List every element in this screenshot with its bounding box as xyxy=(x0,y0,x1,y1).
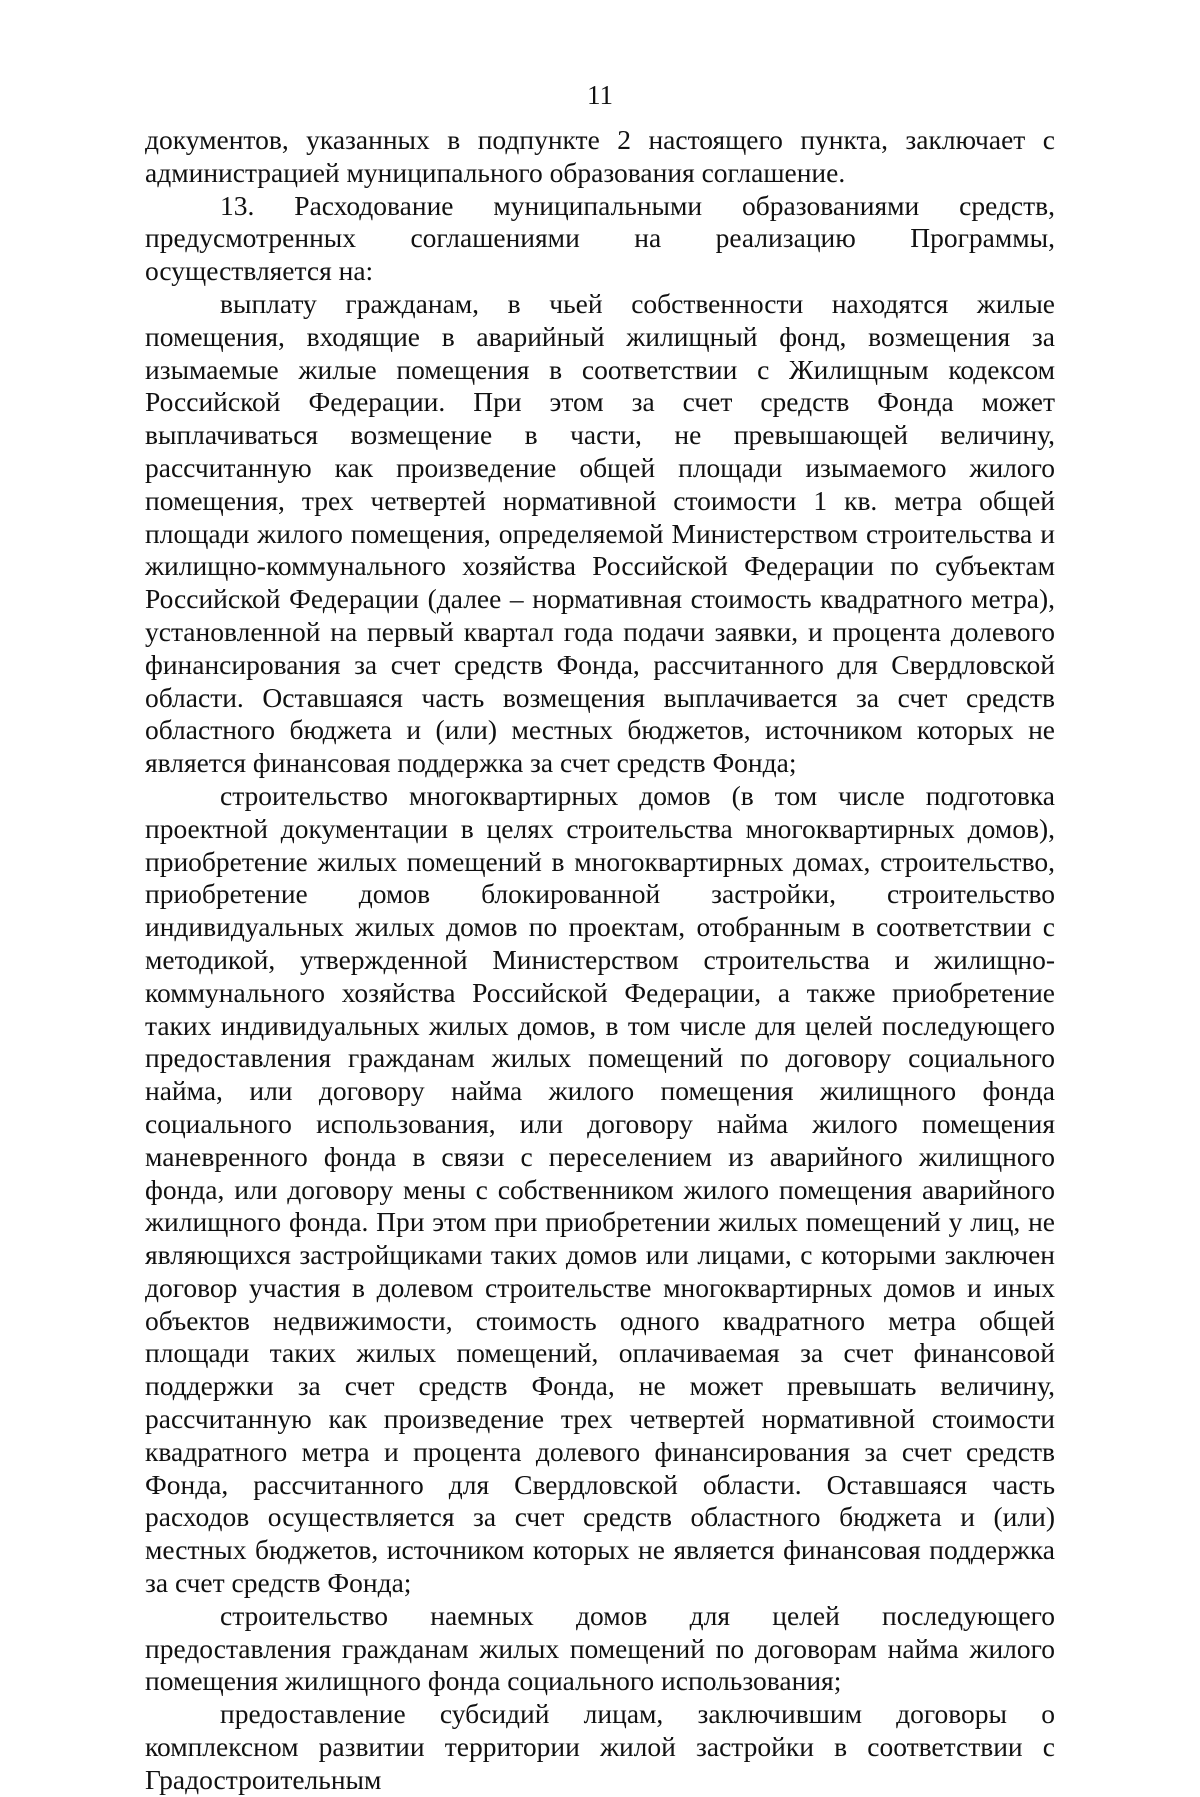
paragraph-construction-of-rental-houses: строительство наемных домов для целей последующего предоставления гражданам жилых помещений по договорам найма жилого помещения жилищного фонда социального использования; xyxy=(145,1599,1055,1697)
paragraph-subsidies: предоставление субсидий лицам, заключившим договоры о комплексном развитии территории жилой застройки в соответствии с Градостроительным xyxy=(145,1698,1055,1795)
paragraph-continuation: документов, указанных в подпункте 2 настоящего пункта, заключает с администрацией муниципального образования соглашение. xyxy=(145,124,1055,188)
paragraph-payment-to-citizens: выплату гражданам, в чьей собственности находятся жилые помещения, входящие в аварийный жилищный фонд, возмещения за изымаемые жилые помещения в соответствии с Жилищным кодексом Российской Федерации. При этом за счет средств Фонда может выплачиваться возмещение в части, не превышающей величину, рассчитанную как произведение общей площади изымаемого жилого помещения, трех четвертей нормативной стоимости 1 кв. метра общей площади жилого помещения, определяемой Министерством строительства и жилищно-коммунального хозяйства Российской Федерации по субъектам Российской Федерации (далее – нормативная стоимость квадратного метра), установленной на первый квартал года подачи заявки, и процента долевого финансирования за счет средств Фонда, рассчитанного для Свердловской области. Оставшаяся часть возмещения выплачивается за счет средств областного бюджета и (или) местных бюджетов, источником которых не является финансовая поддержка за счет средств Фонда; xyxy=(145,287,1055,779)
document-body xyxy=(145,124,1055,1797)
page-number: 11 xyxy=(587,80,613,110)
paragraph-item-13: 13. Расходование муниципальными образованиями средств, предусмотренных соглашениями на реализацию Программы, осуществляется на: xyxy=(145,189,1055,287)
paragraph-construction-of-apartment-buildings: строительство многоквартирных домов (в том числе подготовка проектной документации в целях строительства многоквартирных домов), приобретение жилых помещений в многоквартирных домах, строительство, приобретение домов блокированной застройки, строительство индивидуальных жилых домов по проектам, отобранным в соответствии с методикой, утвержденной Министерством строительства и жилищно-коммунального хозяйства Российской Федерации, а также приобретение таких индивидуальных жилых домов, в том числе для целей последующего предоставления гражданам жилых помещений по договору социального найма, или договору найма жилого помещения жилищного фонда социального использования, или договору найма жилого помещения маневренного фонда в связи с переселением из аварийного жилищного фонда, или договору мены с собственником жилого помещения аварийного жилищного фонда. При этом при приобретении жилых помещений у лиц, не являющихся застройщиками таких домов или лицами, с которыми заключен договор участия в долевом строительстве многоквартирных домов и иных объектов недвижимости, стоимость одного квадратного метра общей площади таких жилых помещений, оплачиваемая за счет финансовой поддержки за счет средств Фонда, не может превышать величину, рассчитанную как произведение трех четвертей нормативной стоимости квадратного метра и процента долевого финансирования за счет средств Фонда, рассчитанного для Свердловской области. Оставшаяся часть расходов осуществляется за счет средств областного бюджета и (или) местных бюджетов, источником которых не является финансовая поддержка за счет средств Фонда; xyxy=(145,779,1055,1599)
